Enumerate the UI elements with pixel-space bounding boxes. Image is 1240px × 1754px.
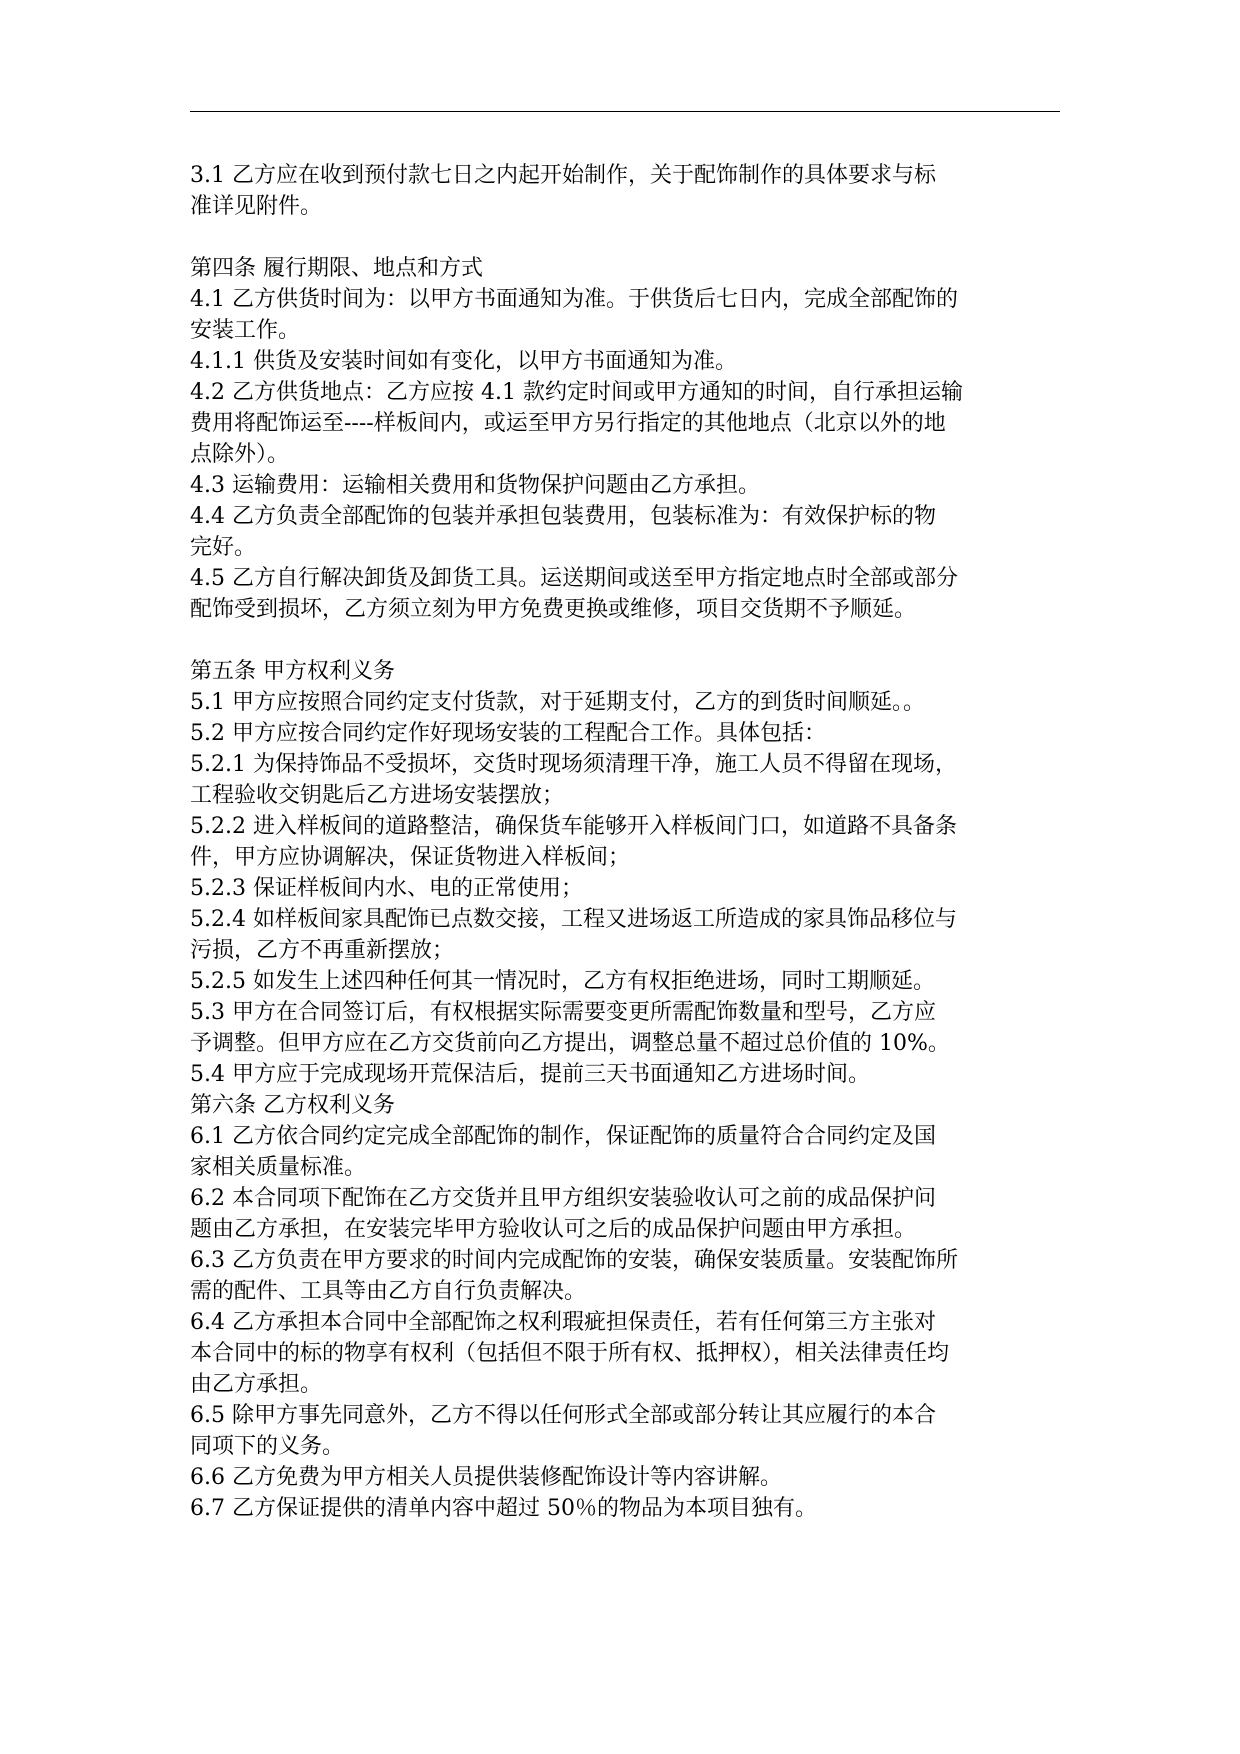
paragraph-line: 5.2.1 为保持饰品不受损坏，交货时现场须清理干净，施工人员不得留在现场， xyxy=(190,752,957,777)
paragraph-line: 6.5 除甲方事先同意外，乙方不得以任何形式全部或部分转让其应履行的本合 xyxy=(190,1403,936,1428)
paragraph-line: 4.1.1 供货及安装时间如有变化，以甲方书面通知为准。 xyxy=(190,349,737,374)
paragraph-line: 准详见附件。 xyxy=(190,194,323,219)
blank-line xyxy=(190,625,1070,656)
paragraph-line: 5.2.5 如发生上述四种任何其一情况时，乙方有权拒绝进场，同时工期顺延。 xyxy=(190,969,935,994)
paragraph-line: 4.5 乙方自行解决卸货及卸货工具。运送期间或送至甲方指定地点时全部或部分 xyxy=(190,566,958,591)
paragraph-line: 5.4 甲方应于完成现场开荒保洁后，提前三天书面通知乙方进场时间。 xyxy=(190,1062,870,1087)
paragraph-line: 完好。 xyxy=(190,535,257,560)
paragraph-line: 费用将配饰运至----样板间内，或运至甲方另行指定的其他地点（北京以外的地 xyxy=(190,411,946,436)
paragraph-line: 配饰受到损坏，乙方须立刻为甲方免费更换或维修，项目交货期不予顺延。 xyxy=(190,597,917,622)
paragraph-line: 家相关质量标准。 xyxy=(190,1155,367,1180)
paragraph-line: 6.3 乙方负责在甲方要求的时间内完成配饰的安装，确保安装质量。安装配饰所 xyxy=(190,1248,958,1273)
paragraph-line: 第四条 履行期限、地点和方式 xyxy=(190,256,483,281)
paragraph-line: 污损，乙方不再重新摆放； xyxy=(190,938,455,963)
paragraph-line: 4.2 乙方供货地点：乙方应按 4.1 款约定时间或甲方通知的时间，自行承担运输 xyxy=(190,380,963,405)
paragraph-line: 4.1 乙方供货时间为：以甲方书面通知为准。于供货后七日内，完成全部配饰的 xyxy=(190,287,958,312)
paragraph-line: 5.2 甲方应按合同约定作好现场安装的工程配合工作。具体包括： xyxy=(190,721,826,746)
paragraph-line: 5.2.2 进入样板间的道路整洁，确保货车能够开入样板间门口，如道路不具备条 xyxy=(190,814,957,839)
blank-line xyxy=(190,222,1070,253)
paragraph-line: 3.1 乙方应在收到预付款七日之内起开始制作，关于配饰制作的具体要求与标 xyxy=(190,163,936,188)
paragraph-line: 6.6 乙方免费为甲方相关人员提供装修配饰设计等内容讲解。 xyxy=(190,1465,782,1490)
paragraph-line: 5.3 甲方在合同签订后，有权根据实际需要变更所需配饰数量和型号，乙方应 xyxy=(190,1000,936,1025)
header-rule xyxy=(190,111,1060,112)
paragraph-line: 5.2.4 如样板间家具配饰已点数交接，工程又进场返工所造成的家具饰品移位与 xyxy=(190,907,957,932)
document-body xyxy=(190,160,1070,1524)
paragraph-line: 4.3 运输费用：运输相关费用和货物保护问题由乙方承担。 xyxy=(190,473,760,498)
paragraph-line: 本合同中的标的物享有权利（包括但不限于所有权、抵押权），相关法律责任均 xyxy=(190,1341,950,1366)
paragraph-line: 4.4 乙方负责全部配饰的包装并承担包装费用，包装标准为：有效保护标的物 xyxy=(190,504,936,529)
paragraph-line: 题由乙方承担，在安装完毕甲方验收认可之后的成品保护问题由甲方承担。 xyxy=(190,1217,917,1242)
paragraph-line: 第六条 乙方权利义务 xyxy=(190,1093,395,1118)
paragraph-line: 6.2 本合同项下配饰在乙方交货并且甲方组织安装验收认可之前的成品保护问 xyxy=(190,1186,936,1211)
paragraph-line: 需的配件、工具等由乙方自行负责解决。 xyxy=(190,1279,587,1304)
paragraph-line: 6.4 乙方承担本合同中全部配饰之权利瑕疵担保责任，若有任何第三方主张对 xyxy=(190,1310,936,1335)
paragraph-line: 工程验收交钥匙后乙方进场安装摆放； xyxy=(190,783,565,808)
paragraph-line: 6.1 乙方依合同约定完成全部配饰的制作，保证配饰的质量符合合同约定及国 xyxy=(190,1124,936,1149)
paragraph-line: 件，甲方应协调解决，保证货物进入样板间； xyxy=(190,845,631,870)
paragraph-line: 5.2.3 保证样板间内水、电的正常使用； xyxy=(190,876,583,901)
paragraph-line: 6.7 乙方保证提供的清单内容中超过 50％的物品为本项目独有。 xyxy=(190,1496,817,1521)
paragraph-line: 5.1 甲方应按照合同约定支付货款，对于延期支付，乙方的到货时间顺延。。 xyxy=(190,690,925,715)
paragraph-line: 予调整。但甲方应在乙方交货前向乙方提出，调整总量不超过总价值的 10%。 xyxy=(190,1031,950,1056)
paragraph-line: 点除外）。 xyxy=(190,442,290,467)
paragraph-line: 安装工作。 xyxy=(190,318,301,343)
paragraph-line: 第五条 甲方权利义务 xyxy=(190,659,395,684)
paragraph-line: 由乙方承担。 xyxy=(190,1372,323,1397)
paragraph-line: 同项下的义务。 xyxy=(190,1434,345,1459)
